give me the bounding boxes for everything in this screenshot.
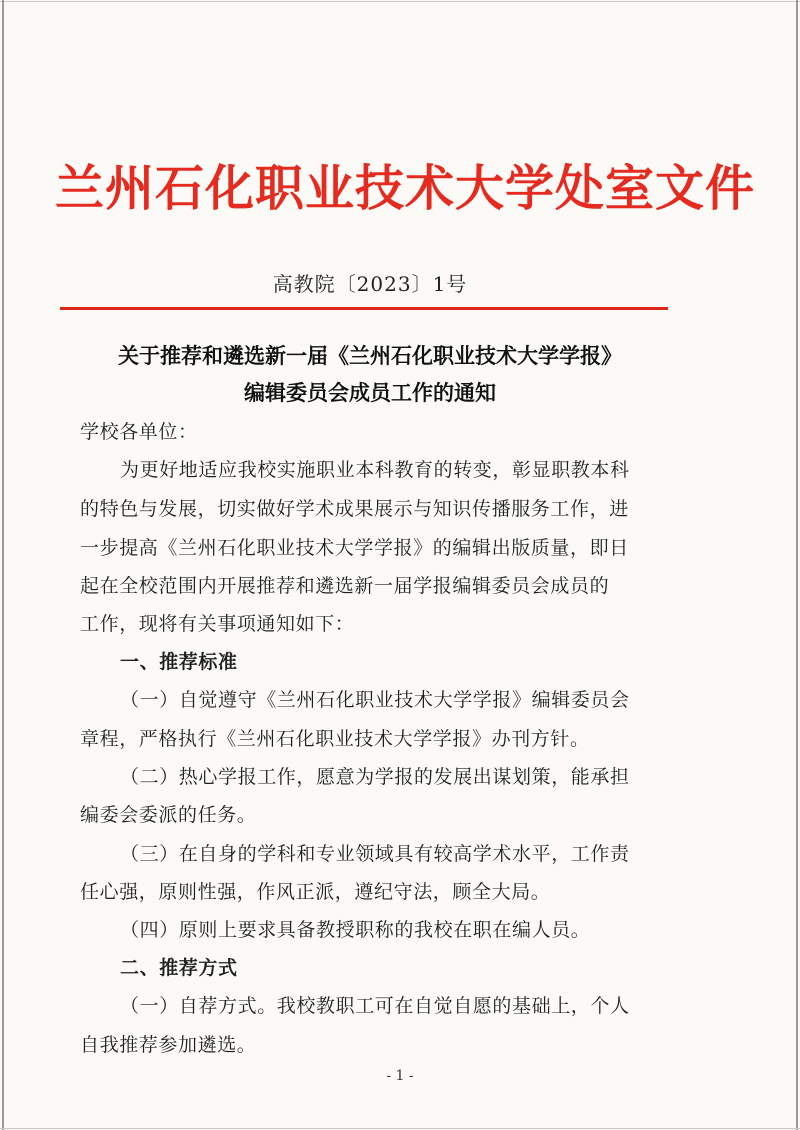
intro-line-5: 工作，现将有关事项通知如下： [80, 613, 355, 635]
salutation: 学校各单位： [80, 421, 198, 443]
intro-line-4: 起在全校范围内开展推荐和遴选新一届学报编辑委员会成员的 [80, 575, 610, 597]
page-number: - 1 - [386, 1068, 414, 1084]
scan-border-right [796, 0, 798, 1130]
notice-title-line-2: 编辑委员会成员工作的通知 [244, 380, 496, 405]
intro-line-3: 一步提高《兰州石化职业技术大学学报》的编辑出版质量，即日 [80, 537, 629, 559]
section-2-heading: 二、推荐方式 [120, 957, 238, 979]
intro-line-2: 的特色与发展，切实做好学术成果展示与知识传播服务工作，进 [80, 498, 629, 520]
section-1-line-1: （一）自觉遵守《兰州石化职业技术大学学报》编辑委员会 [120, 689, 630, 711]
section-1-line-5: （三）在自身的学科和专业领域具有较高学术水平，工作责 [120, 843, 630, 865]
section-2-line-2: 自我推荐参加遴选。 [80, 1034, 257, 1056]
section-1-line-2: 章程，严格执行《兰州石化职业技术大学学报》办刊方针。 [80, 728, 590, 750]
section-1-line-6: 任心强，原则性强，作风正派，遵纪守法，顾全大局。 [80, 881, 551, 903]
scan-border-bottom [0, 1128, 800, 1129]
section-1-line-4: 编委会委派的任务。 [80, 804, 257, 826]
scan-border-top [0, 1, 800, 2]
scan-border-left [2, 0, 4, 1130]
section-2-line-1: （一）自荐方式。我校教职工可在自觉自愿的基础上，个人 [120, 995, 630, 1017]
red-divider-line [60, 307, 668, 310]
notice-title-line-1: 关于推荐和遴选新一届《兰州石化职业技术大学学报》 [118, 343, 622, 368]
document-red-header: 兰州石化职业技术大学处室文件 [55, 159, 756, 217]
section-1-heading: 一、推荐标准 [120, 651, 238, 673]
intro-line-1: 为更好地适应我校实施职业本科教育的转变，彰显职教本科 [120, 459, 630, 481]
document-number: 高教院〔2023〕1号 [272, 272, 468, 296]
section-1-line-7: （四）原则上要求具备教授职称的我校在职在编人员。 [120, 919, 591, 941]
section-1-line-3: （二）热心学报工作，愿意为学报的发展出谋划策，能承担 [120, 766, 630, 788]
